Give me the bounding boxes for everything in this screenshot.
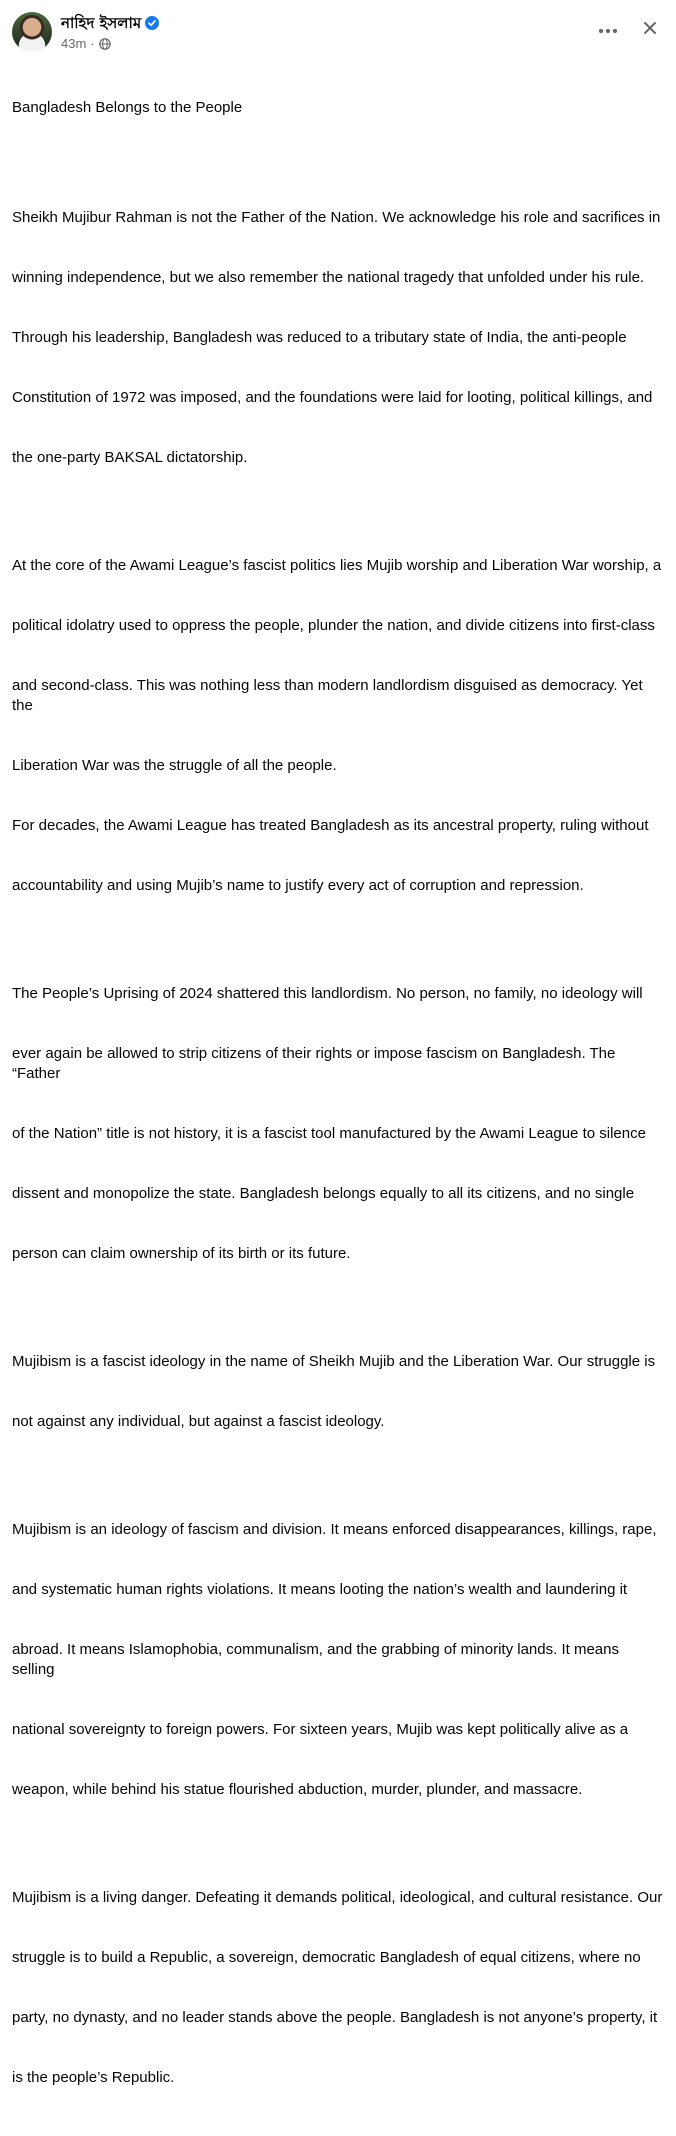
- close-button[interactable]: [638, 18, 662, 42]
- post-paragraph: [12, 58, 664, 158]
- paragraph-line: abroad. It means Islamophobia, communalism, and the grabbing of minority lands. It means selling: [12, 1641, 624, 1678]
- paragraph-line: national sovereignty to foreign powers. For sixteen years, Mujib was kept politically alive as a: [12, 1721, 629, 1738]
- paragraph-line: Constitution of 1972 was imposed, and the foundations were laid for looting, political killings, and: [12, 389, 653, 406]
- paragraph-line: The People’s Uprising of 2024 shattered this landlordism. No person, no family, no ideology will: [12, 985, 643, 1002]
- paragraph-line: party, no dynasty, and no leader stands above the people. Bangladesh is not anyone’s property, it: [12, 2009, 658, 2026]
- paragraph-line: Through his leadership, Bangladesh was reduced to a tributary state of India, the anti-people: [12, 329, 627, 346]
- paragraph-line: Bangladesh Belongs to the People: [12, 99, 243, 116]
- paragraph-line: At the core of the Awami League’s fascist politics lies Mujib worship and Liberation War worship, a: [12, 557, 662, 574]
- paragraph-line: weapon, while behind his statue flourished abduction, murder, plunder, and massacre.: [12, 1781, 583, 1798]
- globe-icon[interactable]: [99, 38, 111, 50]
- post-paragraph: [12, 1848, 664, 2128]
- paragraph-line: ever again be allowed to strip citizens of their rights or impose fascism on Bangladesh. The “Father: [12, 1045, 620, 1082]
- close-icon: [643, 21, 657, 40]
- post-paragraph: [12, 168, 664, 508]
- paragraph-line: person can claim ownership of its birth or its future.: [12, 1245, 351, 1262]
- paragraph-line: winning independence, but we also remember the national tragedy that unfolded under his rule.: [12, 269, 645, 286]
- more-options-button[interactable]: [596, 18, 620, 42]
- paragraph-line: and second-class. This was nothing less than modern landlordism disguised as democracy. Yet the: [12, 677, 647, 714]
- paragraph-line: dissent and monopolize the state. Bangladesh belongs equally to all its citizens, and no single: [12, 1185, 635, 1202]
- paragraph-line: accountability and using Mujib’s name to justify every act of corruption and repression.: [12, 877, 584, 894]
- post-paragraph: [12, 516, 664, 936]
- paragraph-line: not against any individual, but against a fascist ideology.: [12, 1413, 385, 1430]
- paragraph-line: struggle is to build a Republic, a sovereign, democratic Bangladesh of equal citizens, where no: [12, 1949, 641, 1966]
- author-name-row: [61, 13, 159, 33]
- verified-badge-icon: [145, 16, 159, 30]
- meta-separator: ·: [90, 35, 95, 51]
- post-header: [12, 10, 159, 54]
- post-timestamp[interactable]: 43m: [61, 35, 87, 51]
- post-body: [12, 58, 664, 2136]
- more-horizontal-icon: [598, 21, 618, 39]
- post-meta: [61, 36, 159, 52]
- post-paragraph: [12, 1480, 664, 1840]
- paragraph-line: Sheikh Mujibur Rahman is not the Father of the Nation. We acknowledge his role and sacrifices in: [12, 209, 661, 226]
- paragraph-line: Mujibism is a fascist ideology in the name of Sheikh Mujib and the Liberation War. Our struggle is: [12, 1353, 656, 1370]
- paragraph-line: Liberation War was the struggle of all the people.: [12, 757, 337, 774]
- paragraph-line: For decades, the Awami League has treated Bangladesh as its ancestral property, ruling without: [12, 817, 649, 834]
- post-paragraph: [12, 1312, 664, 1472]
- author-avatar[interactable]: [12, 12, 52, 52]
- paragraph-line: Mujibism is an ideology of fascism and division. It means enforced disappearances, killings, rape,: [12, 1521, 657, 1538]
- paragraph-line: of the Nation” title is not history, it is a fascist tool manufactured by the Awami League to silence: [12, 1125, 646, 1142]
- post-header-actions: [596, 18, 662, 42]
- paragraph-line: Mujibism is a living danger. Defeating it demands political, ideological, and cultural resistance. Our: [12, 1889, 663, 1906]
- author-name[interactable]: নাহিদ ইসলাম: [61, 13, 142, 32]
- paragraph-line: the one-party BAKSAL dictatorship.: [12, 449, 248, 466]
- paragraph-line: political idolatry used to oppress the people, plunder the nation, and divide citizens into first-class: [12, 617, 655, 634]
- post-paragraph: [12, 944, 664, 1304]
- author-info: [61, 13, 159, 52]
- paragraph-line: and systematic human rights violations. It means looting the nation’s wealth and laundering it: [12, 1581, 628, 1598]
- paragraph-line: is the people’s Republic.: [12, 2069, 175, 2086]
